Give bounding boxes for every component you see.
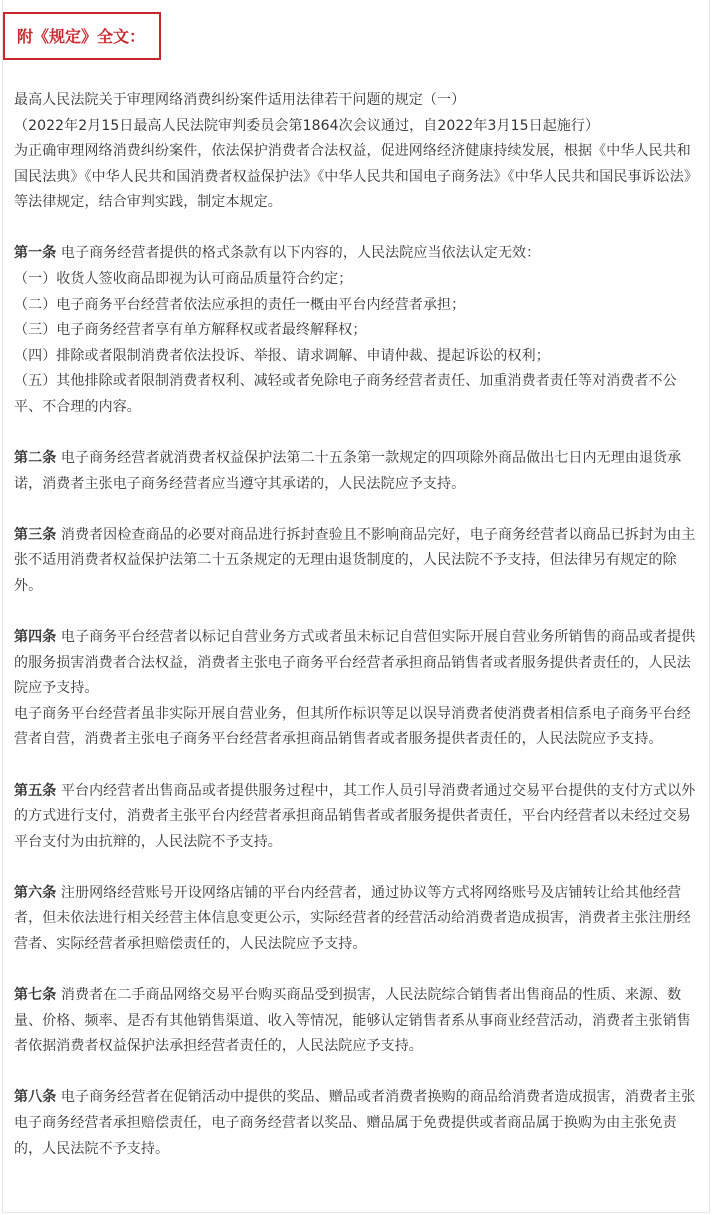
article-extra: 电子商务平台经营者虽非实际开展自营业务，但其所作标识等足以误导消费者使消费者相信系电子商务平台经营者自营，消费者主张电子商务平台经营者承担商品销售者或者服务提供者责任的，人民法院应予支持。 [14,705,691,748]
article-2 [14,446,700,497]
article-5 [14,779,700,856]
article-text: 注册网络经营账号开设网络店铺的平台内经营者，通过协议等方式将网络账号及店铺转让给其他经营者，但未依法进行相关经营主体信息变更公示，实际经营者的经营活动给消费者造成损害，消费者主张注册经营者、实际经营者承担赔偿责任的，人民法院应予支持。 [14,884,691,953]
doc-title: 最高人民法院关于审理网络消费纠纷案件适用法律若干问题的规定（一） [14,92,466,108]
article-text: 电子商务经营者在促销活动中提供的奖品、赠品或者消费者换购的商品给消费者造成损害，消费者主张电子商务经营者承担赔偿责任，电子商务经营者以奖品、赠品属于免费提供或者商品属于换购为由主张免责的，人民法院不予支持。 [14,1089,696,1157]
preamble: 为正确审理网络消费纠纷案件，依法保护消费者合法权益，促进网络经济健康持续发展，根据《中华人民共和国民法典》《中华人民共和国消费者权益保护法》《中华人民共和国电子商务法》《中华人民共和国民事诉讼法》等法律规定，结合审判实践，制定本规定。 [14,143,698,211]
article-7 [14,983,700,1060]
article-4 [14,625,700,753]
article-text: 电子商务经营者就消费者权益保护法第二十五条第一款规定的四项除外商品做出七日内无理由退货承诺，消费者主张电子商务经营者应当遵守其承诺的，人民法院应予支持。 [14,450,682,492]
article-label: 第一条 [14,245,57,262]
section-title: 附《规定》全文： [3,12,161,60]
article-item: （二）电子商务平台经营者依法应承担的责任一概由平台内经营者承担； [14,296,466,313]
adoption-note: （2022年2月15日最高人民法院审判委员会第1864次会议通过，自2022年3月15日起施行） [14,117,600,134]
article-text: 消费者因检查商品的必要对商品进行拆封查验且不影响商品完好，电子商务经营者以商品已拆封为由主张不适用消费者权益保护法第二十五条规定的无理由退货制度的，人民法院不予支持，但法律另有规定的除外。 [14,526,696,594]
article-label: 第六条 [14,884,57,901]
article-label: 第二条 [14,450,57,467]
article-8 [14,1085,700,1162]
article-item: （三）电子商务经营者享有单方解释权或者最终解释权； [14,322,367,339]
article-item: （一）收货人签收商品即视为认可商品质量符合约定； [14,271,353,288]
article-3 [14,523,700,600]
article-6 [14,881,700,958]
article-label: 第八条 [14,1089,57,1106]
article-item: （四）排除或者限制消费者依法投诉、举报、请求调解、申请仲裁、提起诉讼的权利； [14,347,550,364]
article-text: 消费者在二手商品网络交易平台购买商品受到损害，人民法院综合销售者出售商品的性质、来源、数量、价格、频率、是否有其他销售渠道、收入等情况，能够认定销售者系从事商业经营活动，消费者主张销售者依据消费者权益保护法承担经营者责任的，人民法院应予支持。 [14,987,691,1055]
intro-block [14,88,700,216]
article-text: 平台内经营者出售商品或者提供服务过程中，其工作人员引导消费者通过交易平台提供的支付方式以外的方式进行支付，消费者主张平台内经营者承担商品销售者或者服务提供者责任，平台内经营者以未经过交易平台支付为由抗辩的，人民法院不予支持。 [14,782,696,850]
article-label: 第三条 [14,526,57,543]
article-text: 电子商务经营者提供的格式条款有以下内容的，人民法院应当依法认定无效： [56,245,541,262]
article-label: 第五条 [14,782,57,799]
article-item: （五）其他排除或者限制消费者权利、减轻或者免除电子商务经营者责任、加重消费者责任等对消费者不公平、不合理的内容。 [14,373,677,416]
article-text: 电子商务平台经营者以标记自营业务方式或者虽未标记自营但实际开展自营业务所销售的商品或者提供的服务损害消费者合法权益，消费者主张电子商务平台经营者承担商品销售者或者服务提供者责任的，人民法院应予支持。 [14,629,696,697]
article-1 [14,241,700,420]
article-label: 第七条 [14,987,57,1004]
article-label: 第四条 [14,629,57,646]
regulation-content [14,88,700,1188]
